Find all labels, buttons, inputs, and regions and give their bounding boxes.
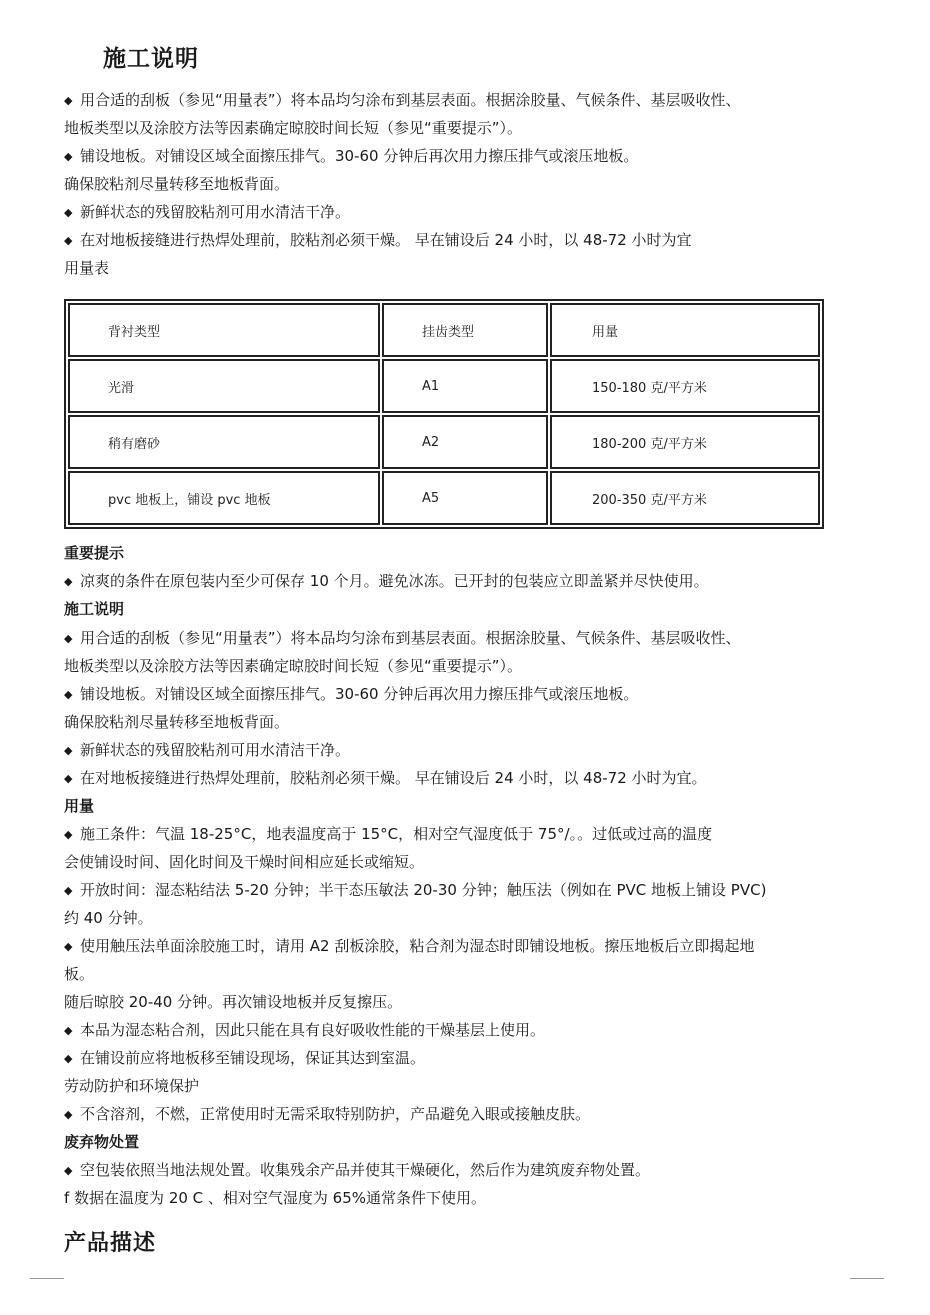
- table-header-cell: 背衬类型: [68, 303, 380, 357]
- section-heading: 废弃物处置: [64, 1133, 140, 1151]
- bullet-icon: ◆: [64, 1164, 73, 1177]
- bullet-icon: ◆: [64, 828, 73, 841]
- table-cell: 200-350 克/平方米: [550, 471, 820, 525]
- text-line: 随后晾胶 20-40 分钟。再次铺设地板并反复擦压。: [64, 993, 403, 1011]
- table-cell: 稍有磨砂: [68, 415, 380, 469]
- table-header-cell: 挂齿类型: [382, 303, 548, 357]
- text-line: ◆ 新鲜状态的残留胶粘剂可用水清洁干净。: [64, 741, 351, 759]
- text-line: 板。: [64, 965, 95, 983]
- table-row: [68, 415, 820, 469]
- bullet-icon: ◆: [64, 234, 73, 247]
- text-line: ◆ 用合适的刮板（参见“用量表”）将本品均匀涂布到基层表面。根据涂胶量、气候条件、基层吸收性、: [64, 629, 741, 647]
- table-cell: 150-180 克/平方米: [550, 359, 820, 413]
- text-line: ◆ 新鲜状态的残留胶粘剂可用水清洁干净。: [64, 203, 351, 221]
- usage-table: [64, 299, 824, 529]
- text-line: 会使铺设时间、固化时间及干燥时间相应延长或缩短。: [64, 853, 425, 871]
- table-cell: 光滑: [68, 359, 380, 413]
- section-heading: 用量: [64, 797, 95, 815]
- text-line: 地板类型以及涂胶方法等因素确定晾胶时间长短（参见“重要提示”）。: [64, 119, 523, 137]
- text-line: ◆ 铺设地板。对铺设区域全面擦压排气。30-60 分钟后再次用力擦压排气或滚压地板。: [64, 147, 639, 165]
- text-line: ◆ 本品为湿态粘合剂，因此只能在具有良好吸收性能的干燥基层上使用。: [64, 1021, 546, 1039]
- bullet-icon: ◆: [64, 1024, 73, 1037]
- bullet-icon: ◆: [64, 1052, 73, 1065]
- section-heading: 施工说明: [64, 600, 125, 618]
- text-line: 确保胶粘剂尽量转移至地板背面。: [64, 713, 290, 731]
- table-header-cell: 用量: [550, 303, 820, 357]
- table-cell: A2: [382, 415, 548, 469]
- bullet-icon: ◆: [64, 575, 73, 588]
- text-line: ◆ 铺设地板。对铺设区域全面擦压排气。30-60 分钟后再次用力擦压排气或滚压地板。: [64, 685, 639, 703]
- bullet-icon: ◆: [64, 688, 73, 701]
- text-line: ◆ 施工条件：气温 18-25°C，地表温度高于 15°C，相对空气湿度低于 75°/。。过低或过高的温度: [64, 825, 713, 843]
- page-corner-mark-right: [850, 1278, 884, 1279]
- table-cell: 180-200 克/平方米: [550, 415, 820, 469]
- text-line: ◆ 用合适的刮板（参见“用量表”）将本品均匀涂布到基层表面。根据涂胶量、气候条件、基层吸收性、: [64, 91, 741, 109]
- text-line: ◆ 空包装依照当地法规处置。收集残余产品并使其干燥硬化，然后作为建筑废弃物处置。: [64, 1161, 651, 1179]
- text-line: ◆ 开放时间：湿态粘结法 5-20 分钟；半干态压敏法 20-30 分钟；触压法（例如在 PVC 地板上铺设 PVC): [64, 881, 767, 899]
- table-header-row: [68, 303, 820, 357]
- bullet-icon: ◆: [64, 1108, 73, 1121]
- bullet-icon: ◆: [64, 94, 73, 107]
- bullet-icon: ◆: [64, 150, 73, 163]
- text-line: ◆ 在对地板接缝进行热焊处理前，胶粘剂必须干燥。 早在铺设后 24 小时，以 48-72 小时为宜。: [64, 769, 707, 787]
- text-line: ◆ 凉爽的条件在原包装内至少可保存 10 个月。避免冰冻。已开封的包装应立即盖紧并尽快使用。: [64, 572, 709, 590]
- table-cell: pvc 地板上，铺设 pvc 地板: [68, 471, 380, 525]
- bullet-icon: ◆: [64, 206, 73, 219]
- text-line: 约 40 分钟。: [64, 909, 153, 927]
- table-row: [68, 471, 820, 525]
- text-line: ◆ 不含溶剂，不燃，正常使用时无需采取特别防护，产品避免入眼或接触皮肤。: [64, 1105, 591, 1123]
- table-row: [68, 359, 820, 413]
- bullet-icon: ◆: [64, 632, 73, 645]
- footer-section-title: 产品描述: [64, 1231, 157, 1256]
- bullet-icon: ◆: [64, 772, 73, 785]
- table-caption: 用量表: [64, 259, 110, 277]
- text-line: 确保胶粘剂尽量转移至地板背面。: [64, 175, 290, 193]
- bullet-icon: ◆: [64, 744, 73, 757]
- text-line: ◆ 在铺设前应将地板移至铺设现场，保证其达到室温。: [64, 1049, 426, 1067]
- text-line: 劳动防护和环境保护: [64, 1077, 200, 1095]
- table-cell: A5: [382, 471, 548, 525]
- text-line: ◆ 使用触压法单面涂胶施工时，请用 A2 刮板涂胶，粘合剂为湿态时即铺设地板。擦压地板后立即揭起地: [64, 937, 755, 955]
- footnote-line: f 数据在温度为 20 C 、相对空气湿度为 65%通常条件下使用。: [64, 1189, 487, 1207]
- bullet-icon: ◆: [64, 884, 73, 897]
- section-heading: 重要提示: [64, 544, 125, 562]
- page-corner-mark-left: [30, 1278, 64, 1279]
- text-line: ◆ 在对地板接缝进行热焊处理前，胶粘剂必须干燥。 早在铺设后 24 小时，以 48-72 小时为宜: [64, 231, 692, 249]
- table-cell: A1: [382, 359, 548, 413]
- bullet-icon: ◆: [64, 940, 73, 953]
- text-line: 地板类型以及涂胶方法等因素确定晾胶时间长短（参见“重要提示”）。: [64, 657, 523, 675]
- page-title: 施工说明: [103, 46, 199, 72]
